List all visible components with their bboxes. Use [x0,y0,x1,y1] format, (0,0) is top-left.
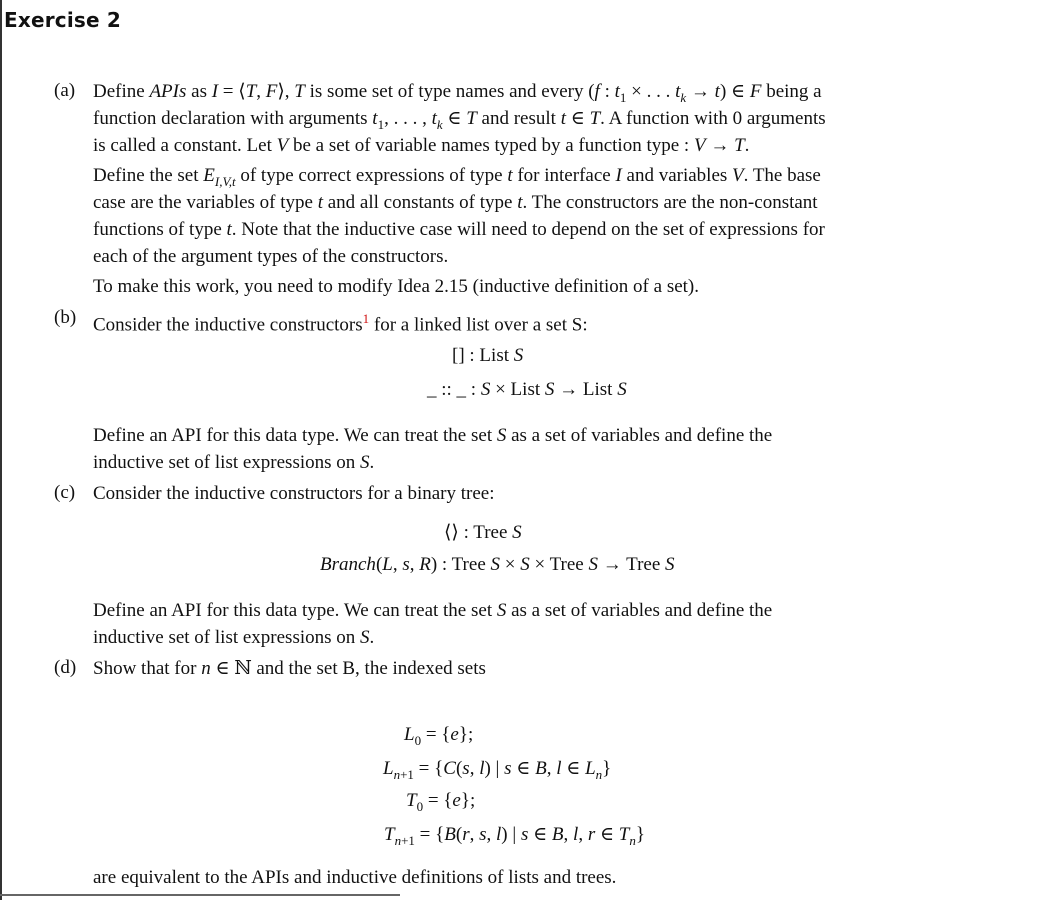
exercise-title: Exercise 2 [4,8,122,32]
part-d-label: (d) [54,657,77,678]
eq-T0: $T_0 = \{e\}$; [406,790,476,814]
part-a-label: (a) [54,80,76,101]
list-cons-constructor: _ :: _ : S × List S → List S [427,379,627,400]
part-a-line-1: Define APIs as I = ⟨T, F⟩, T is some set of type names and every (f : $t_1$ × . . . $t_k \to t$) ∈ F being a [93,81,822,105]
part-c-after-2: inductive set of list expressions on S. [93,627,375,648]
part-a-line-7: each of the argument types of the constructors. [93,246,449,267]
footnote-rule [0,894,400,896]
part-a-line-4: Define the set $E_{I,V,t}$ of type correct expressions of type t for interface I and variables V. The base [93,165,821,189]
tree-empty-constructor: ⟨⟩ : Tree S [444,522,522,543]
left-border [0,0,2,900]
part-a-line-2: function declaration with arguments $t_1$, . . . , $t_k$ ∈ T and result t ∈ T. A function with 0 arguments [93,108,826,132]
part-a-line-3: is called a constant. Let V be a set of variable names typed by a function type : V → T. [93,135,750,156]
part-c-after-1: Define an API for this data type. We can treat the set S as a set of variables and define the [93,600,773,621]
eq-L0: $L_0 = \{e\}$; [404,724,474,748]
eq-Ln1: $L_{n+1} = \{C(s$, l) | s ∈ B, l ∈ $L_n$} [383,758,612,782]
part-c-intro: Consider the inductive constructors for a binary tree: [93,483,495,504]
list-nil-constructor: [] : List S [452,345,524,366]
part-d-outro: are equivalent to the APIs and inductive definitions of lists and trees. [93,867,617,888]
footnote-marker[interactable]: 1 [362,311,370,326]
part-b-after-2: inductive set of list expressions on S. [93,452,375,473]
part-a-line-5: case are the variables of type t and all constants of type t. The constructors are the non-constant [93,192,818,213]
part-b-after-1: Define an API for this data type. We can treat the set S as a set of variables and define the [93,425,773,446]
eq-Tn1: $T_{n+1} = \{B(r$, s, l) | s ∈ B, l, r ∈ $T_n$} [384,824,645,848]
part-a-line-8: To make this work, you need to modify Idea 2.15 (inductive definition of a set). [93,276,699,297]
part-d-intro: Show that for n ∈ ℕ and the set B, the indexed sets [93,658,486,679]
part-a-line-6: functions of type t. Note that the inductive case will need to depend on the set of expressions for [93,219,825,240]
part-b-label: (b) [54,307,77,328]
part-c-label: (c) [54,482,76,503]
part-b-intro: Consider the inductive constructors$^1$ for a linked list over a set S: [93,311,588,336]
tree-branch-constructor: Branch(L, s, R) : Tree S × S × Tree S → Tree S [320,554,675,575]
